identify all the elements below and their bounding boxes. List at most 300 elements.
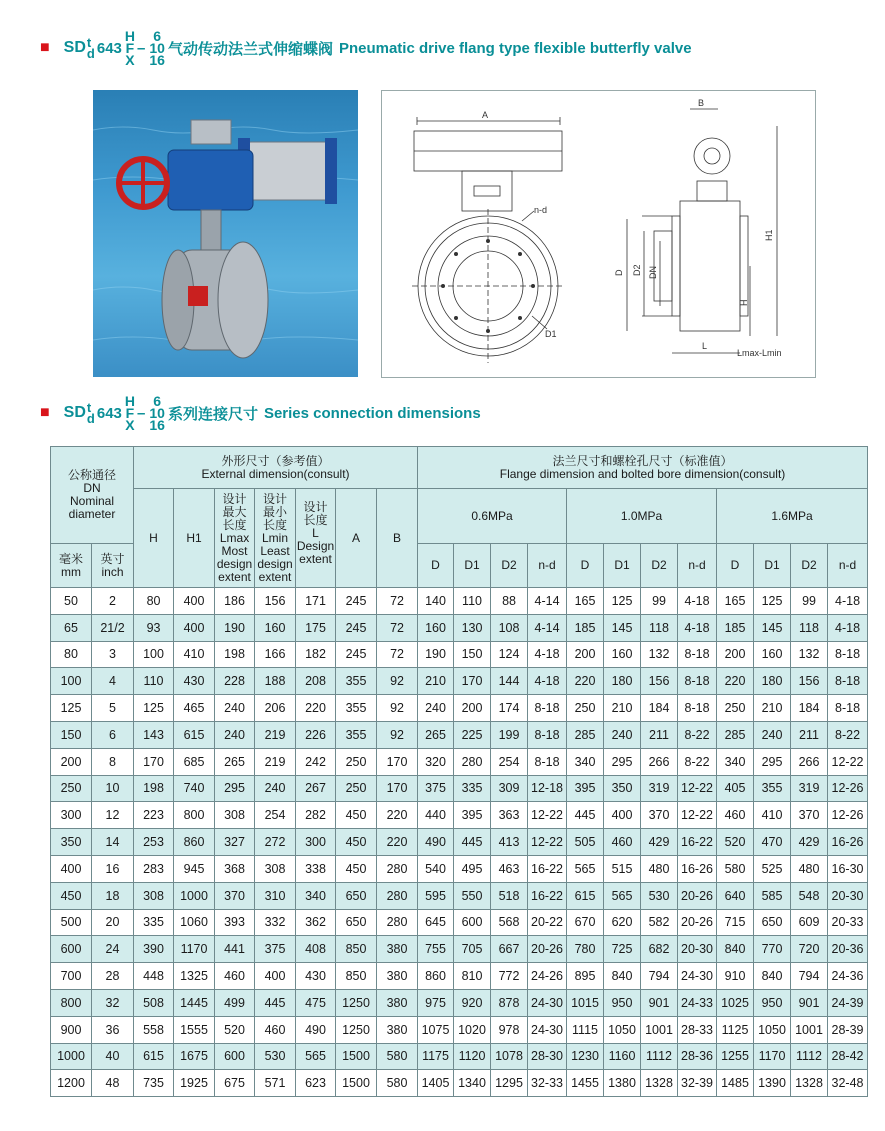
table-cell: 600	[215, 1043, 255, 1070]
table-cell: 210	[604, 695, 641, 722]
table-cell: 8-18	[828, 695, 868, 722]
table-cell: 978	[491, 1016, 528, 1043]
header-text: inch	[101, 564, 124, 579]
table-cell: 118	[791, 614, 828, 641]
model-prefix: SD	[63, 404, 86, 421]
model-col1-item: F	[125, 405, 135, 421]
table-cell: 225	[454, 721, 491, 748]
table-cell: 500	[51, 909, 92, 936]
table-cell: 362	[296, 909, 336, 936]
model-sub: d	[86, 411, 95, 426]
table-cell: 219	[255, 721, 296, 748]
table-cell: 370	[791, 802, 828, 829]
table-cell: 4	[92, 668, 134, 695]
model-col1-item: X	[125, 417, 135, 433]
table-cell: 945	[174, 855, 215, 882]
table-cell: 850	[336, 936, 377, 963]
table-cell: 200	[567, 641, 604, 668]
table-cell: 184	[791, 695, 828, 722]
table-cell: 350	[51, 829, 92, 856]
table-cell: 1000	[174, 882, 215, 909]
table-cell: 400	[604, 802, 641, 829]
table-cell: 308	[134, 882, 174, 909]
table-cell: 174	[491, 695, 528, 722]
table-cell: 92	[377, 721, 418, 748]
table-cell: 1060	[174, 909, 215, 936]
table-cell: 1025	[717, 989, 754, 1016]
table-cell: 180	[754, 668, 791, 695]
header-text: Design	[296, 539, 335, 553]
table-cell: 445	[255, 989, 296, 1016]
table-cell: 210	[418, 668, 454, 695]
table-cell: 568	[491, 909, 528, 936]
table-cell: 355	[336, 721, 377, 748]
table-cell: 32	[92, 989, 134, 1016]
table-cell: 1405	[418, 1070, 454, 1097]
header-sub-d: D	[567, 544, 604, 588]
table-cell: 413	[491, 829, 528, 856]
table-cell: 12-22	[828, 748, 868, 775]
table-cell: 8-18	[528, 748, 567, 775]
table-cell: 340	[567, 748, 604, 775]
label-a: A	[482, 110, 489, 120]
table-cell: 460	[255, 1016, 296, 1043]
table-cell: 558	[134, 1016, 174, 1043]
table-cell: 518	[491, 882, 528, 909]
label-lmaxmin: Lmax-Lmin	[737, 348, 782, 358]
model-col1-item: H	[124, 28, 136, 44]
table-cell: 28-30	[528, 1043, 567, 1070]
table-cell: 400	[255, 963, 296, 990]
table-cell: 254	[491, 748, 528, 775]
header-text: 英寸	[100, 551, 125, 566]
table-cell: 125	[604, 588, 641, 615]
table-cell: 132	[791, 641, 828, 668]
header-text: 最大	[222, 504, 247, 519]
header-sub-d1: D1	[454, 544, 491, 588]
header-b: B	[377, 489, 418, 588]
table-cell: 580	[377, 1043, 418, 1070]
header-text: 长度	[303, 513, 328, 527]
table-cell: 72	[377, 588, 418, 615]
table-cell: 171	[296, 588, 336, 615]
table-cell: 1445	[174, 989, 215, 1016]
table-row	[51, 775, 868, 802]
table-cell: 16	[92, 855, 134, 882]
table-cell: 595	[418, 882, 454, 909]
table-cell: 300	[51, 802, 92, 829]
header-text: Lmin	[262, 530, 289, 545]
table-cell: 395	[567, 775, 604, 802]
table-cell: 794	[791, 963, 828, 990]
table-cell: 250	[717, 695, 754, 722]
table-cell: 571	[255, 1070, 296, 1097]
table-cell: 1200	[51, 1070, 92, 1097]
table-cell: 295	[754, 748, 791, 775]
table-cell: 770	[754, 936, 791, 963]
table-cell: 1328	[641, 1070, 678, 1097]
heading1-title-en: Pneumatic drive flang type flexible butterfly valve	[338, 39, 692, 57]
table-cell: 505	[567, 829, 604, 856]
header-text: Least	[260, 543, 290, 558]
table-cell: 448	[134, 963, 174, 990]
header-text: extent	[299, 552, 332, 566]
table-cell: 368	[215, 855, 255, 882]
table-cell: 755	[418, 936, 454, 963]
technical-drawing	[381, 90, 816, 378]
table-cell: 1160	[604, 1043, 641, 1070]
table-cell: 14	[92, 829, 134, 856]
table-cell: 675	[215, 1070, 255, 1097]
table-cell: 650	[336, 909, 377, 936]
table-cell: 1050	[754, 1016, 791, 1043]
model-col2-item: 6	[153, 393, 162, 409]
table-cell: 156	[255, 588, 296, 615]
model-number: 643	[96, 39, 122, 57]
table-cell: 40	[92, 1043, 134, 1070]
table-cell: 16-30	[828, 855, 868, 882]
table-cell: 400	[174, 588, 215, 615]
table-cell: 156	[641, 668, 678, 695]
table-cell: 253	[134, 829, 174, 856]
table-cell: 445	[567, 802, 604, 829]
table-cell: 24-39	[828, 989, 868, 1016]
table-cell: 3	[92, 641, 134, 668]
table-cell: 1485	[717, 1070, 754, 1097]
header-h: H	[134, 489, 174, 588]
table-cell: 390	[134, 936, 174, 963]
table-cell: 910	[717, 963, 754, 990]
table-cell: 20-26	[528, 936, 567, 963]
table-cell: 685	[174, 748, 215, 775]
table-row	[51, 963, 868, 990]
table-cell: 515	[604, 855, 641, 882]
table-cell: 550	[454, 882, 491, 909]
header-text: extent	[258, 569, 292, 584]
table-cell: 585	[754, 882, 791, 909]
header-flange	[418, 447, 868, 489]
table-cell: 28-42	[828, 1043, 868, 1070]
table-cell: 705	[454, 936, 491, 963]
table-cell: 667	[491, 936, 528, 963]
label-d: D	[614, 269, 624, 276]
table-cell: 170	[377, 775, 418, 802]
table-cell: 1170	[174, 936, 215, 963]
table-cell: 72	[377, 641, 418, 668]
table-cell: 124	[491, 641, 528, 668]
label-b: B	[698, 98, 705, 108]
table-cell: 1675	[174, 1043, 215, 1070]
table-cell: 240	[255, 775, 296, 802]
table-cell: 860	[418, 963, 454, 990]
table-cell: 21/2	[92, 614, 134, 641]
table-cell: 188	[255, 668, 296, 695]
table-cell: 140	[418, 588, 454, 615]
table-cell: 280	[377, 855, 418, 882]
table-cell: 12	[92, 802, 134, 829]
table-cell: 1325	[174, 963, 215, 990]
table-cell: 20-30	[828, 882, 868, 909]
label-d2: D2	[632, 264, 642, 276]
table-cell: 245	[336, 588, 377, 615]
header-h1: H1	[174, 489, 215, 588]
table-cell: 380	[377, 936, 418, 963]
table-cell: 530	[255, 1043, 296, 1070]
table-cell: 5	[92, 695, 134, 722]
table-cell: 615	[134, 1043, 174, 1070]
table-cell: 8-22	[678, 748, 717, 775]
header-sub-d: D	[717, 544, 754, 588]
table-cell: 395	[454, 802, 491, 829]
table-cell: 540	[418, 855, 454, 882]
table-cell: 450	[336, 802, 377, 829]
table-cell: 28-36	[678, 1043, 717, 1070]
model-sup: t	[86, 35, 92, 50]
table-cell: 335	[134, 909, 174, 936]
table-cell: 850	[336, 963, 377, 990]
section-heading-2	[40, 395, 481, 431]
table-cell: 2	[92, 588, 134, 615]
table-cell: 408	[296, 936, 336, 963]
table-cell: 548	[791, 882, 828, 909]
table-row	[51, 829, 868, 856]
header-text: mm	[61, 564, 81, 579]
header-text: 法兰尺寸和螺栓孔尺寸（标准值）	[552, 453, 733, 468]
table-cell: 267	[296, 775, 336, 802]
table-cell: 143	[134, 721, 174, 748]
table-row	[51, 1043, 868, 1070]
header-pressure-06: 0.6MPa	[418, 489, 567, 544]
table-cell: 920	[454, 989, 491, 1016]
table-cell: 1328	[791, 1070, 828, 1097]
table-row	[51, 802, 868, 829]
table-cell: 363	[491, 802, 528, 829]
table-row	[51, 1016, 868, 1043]
table-cell: 1250	[336, 1016, 377, 1043]
table-cell: 8-18	[528, 721, 567, 748]
table-cell: 240	[754, 721, 791, 748]
table-cell: 1380	[604, 1070, 641, 1097]
table-cell: 165	[717, 588, 754, 615]
label-dn: DN	[648, 266, 658, 279]
table-cell: 208	[296, 668, 336, 695]
model-dash: –	[137, 404, 146, 422]
table-cell: 772	[491, 963, 528, 990]
header-sub-d2: D2	[791, 544, 828, 588]
table-cell: 640	[717, 882, 754, 909]
table-cell: 860	[174, 829, 215, 856]
table-cell: 565	[567, 855, 604, 882]
table-cell: 92	[377, 668, 418, 695]
model-number: 643	[96, 404, 122, 422]
table-cell: 4-14	[528, 614, 567, 641]
table-cell: 100	[134, 641, 174, 668]
table-cell: 16-22	[528, 882, 567, 909]
table-cell: 1925	[174, 1070, 215, 1097]
table-cell: 1390	[754, 1070, 791, 1097]
table-cell: 28-39	[828, 1016, 868, 1043]
table-cell: 72	[377, 614, 418, 641]
table-cell: 1020	[454, 1016, 491, 1043]
table-cell: 460	[604, 829, 641, 856]
table-cell: 93	[134, 614, 174, 641]
table-cell: 840	[754, 963, 791, 990]
table-cell: 206	[255, 695, 296, 722]
table-cell: 240	[215, 721, 255, 748]
table-cell: 465	[174, 695, 215, 722]
model-col1	[125, 395, 135, 431]
table-cell: 245	[336, 614, 377, 641]
model-col2-item: 6	[153, 28, 162, 44]
product-photo	[93, 90, 358, 377]
header-external	[134, 447, 418, 489]
table-cell: 840	[604, 963, 641, 990]
table-cell: 1255	[717, 1043, 754, 1070]
table-cell: 24-26	[528, 963, 567, 990]
header-text: 公称通径	[68, 468, 117, 482]
table-cell: 12-22	[678, 802, 717, 829]
table-cell: 99	[641, 588, 678, 615]
table-cell: 210	[754, 695, 791, 722]
header-text: 长度	[263, 517, 288, 532]
table-cell: 280	[454, 748, 491, 775]
table-cell: 150	[454, 641, 491, 668]
table-cell: 1120	[454, 1043, 491, 1070]
header-l	[296, 489, 336, 588]
table-cell: 320	[418, 748, 454, 775]
table-cell: 375	[418, 775, 454, 802]
table-cell: 285	[717, 721, 754, 748]
table-cell: 12-26	[828, 775, 868, 802]
table-cell: 160	[418, 614, 454, 641]
table-cell: 650	[336, 882, 377, 909]
table-cell: 250	[567, 695, 604, 722]
table-cell: 1050	[604, 1016, 641, 1043]
table-cell: 1075	[418, 1016, 454, 1043]
header-lmax	[215, 489, 255, 588]
table-cell: 800	[51, 989, 92, 1016]
table-cell: 132	[641, 641, 678, 668]
table-cell: 223	[134, 802, 174, 829]
label-l: L	[702, 341, 708, 351]
table-cell: 615	[174, 721, 215, 748]
table-row	[51, 588, 868, 615]
table-cell: 8-18	[528, 695, 567, 722]
table-cell: 308	[255, 855, 296, 882]
table-cell: 715	[717, 909, 754, 936]
table-cell: 810	[454, 963, 491, 990]
header-sub-d2: D2	[641, 544, 678, 588]
table-cell: 24	[92, 936, 134, 963]
table-cell: 200	[717, 641, 754, 668]
table-cell: 250	[336, 775, 377, 802]
header-sub-nd: n-d	[678, 544, 717, 588]
model-sup-sub	[87, 402, 95, 424]
table-cell: 80	[134, 588, 174, 615]
table-cell: 393	[215, 909, 255, 936]
table-row	[51, 909, 868, 936]
table-cell: 198	[134, 775, 174, 802]
table-cell: 184	[641, 695, 678, 722]
table-cell: 380	[377, 1016, 418, 1043]
table-cell: 32-33	[528, 1070, 567, 1097]
table-cell: 410	[174, 641, 215, 668]
table-row	[51, 695, 868, 722]
header-text: Nominal	[70, 494, 115, 508]
table-cell: 470	[754, 829, 791, 856]
header-text: diameter	[68, 507, 116, 521]
table-cell: 175	[296, 614, 336, 641]
table-cell: 355	[336, 695, 377, 722]
model-sub: d	[86, 46, 95, 61]
table-cell: 450	[336, 829, 377, 856]
table-cell: 24-30	[678, 963, 717, 990]
table-cell: 1555	[174, 1016, 215, 1043]
table-cell: 88	[491, 588, 528, 615]
header-inch	[92, 544, 134, 588]
table-cell: 430	[174, 668, 215, 695]
table-cell: 720	[791, 936, 828, 963]
table-cell: 265	[215, 748, 255, 775]
table-cell: 182	[296, 641, 336, 668]
header-text: 设计	[222, 491, 247, 506]
table-cell: 4-18	[678, 614, 717, 641]
header-sub-d1: D1	[754, 544, 791, 588]
table-cell: 282	[296, 802, 336, 829]
table-cell: 295	[215, 775, 255, 802]
header-text: design	[216, 556, 253, 571]
table-cell: 1500	[336, 1070, 377, 1097]
table-cell: 600	[454, 909, 491, 936]
table-cell: 32-48	[828, 1070, 868, 1097]
table-cell: 144	[491, 668, 528, 695]
header-text: 毫米	[58, 551, 83, 566]
table-cell: 1250	[336, 989, 377, 1016]
table-cell: 1078	[491, 1043, 528, 1070]
table-row	[51, 668, 868, 695]
bullet-icon: ■	[40, 39, 50, 56]
table-cell: 375	[255, 936, 296, 963]
table-cell: 400	[51, 855, 92, 882]
table-cell: 901	[641, 989, 678, 1016]
table-cell: 186	[215, 588, 255, 615]
table-cell: 165	[567, 588, 604, 615]
table-cell: 265	[418, 721, 454, 748]
table-cell: 4-18	[678, 588, 717, 615]
table-cell: 12-18	[528, 775, 567, 802]
model-col1-item: X	[125, 52, 135, 68]
table-body	[51, 588, 868, 1097]
table-cell: 242	[296, 748, 336, 775]
table-cell: 450	[51, 882, 92, 909]
table-cell: 600	[51, 936, 92, 963]
table-cell: 24-33	[678, 989, 717, 1016]
table-cell: 108	[491, 614, 528, 641]
table-cell: 609	[791, 909, 828, 936]
table-cell: 36	[92, 1016, 134, 1043]
table-cell: 878	[491, 989, 528, 1016]
table-cell: 623	[296, 1070, 336, 1097]
header-pressure-16: 1.6MPa	[717, 489, 868, 544]
table-cell: 16-22	[678, 829, 717, 856]
table-cell: 508	[134, 989, 174, 1016]
table-cell: 145	[604, 614, 641, 641]
table-cell: 125	[754, 588, 791, 615]
table-cell: 1170	[754, 1043, 791, 1070]
table-cell: 670	[567, 909, 604, 936]
table-cell: 355	[754, 775, 791, 802]
table-cell: 900	[51, 1016, 92, 1043]
